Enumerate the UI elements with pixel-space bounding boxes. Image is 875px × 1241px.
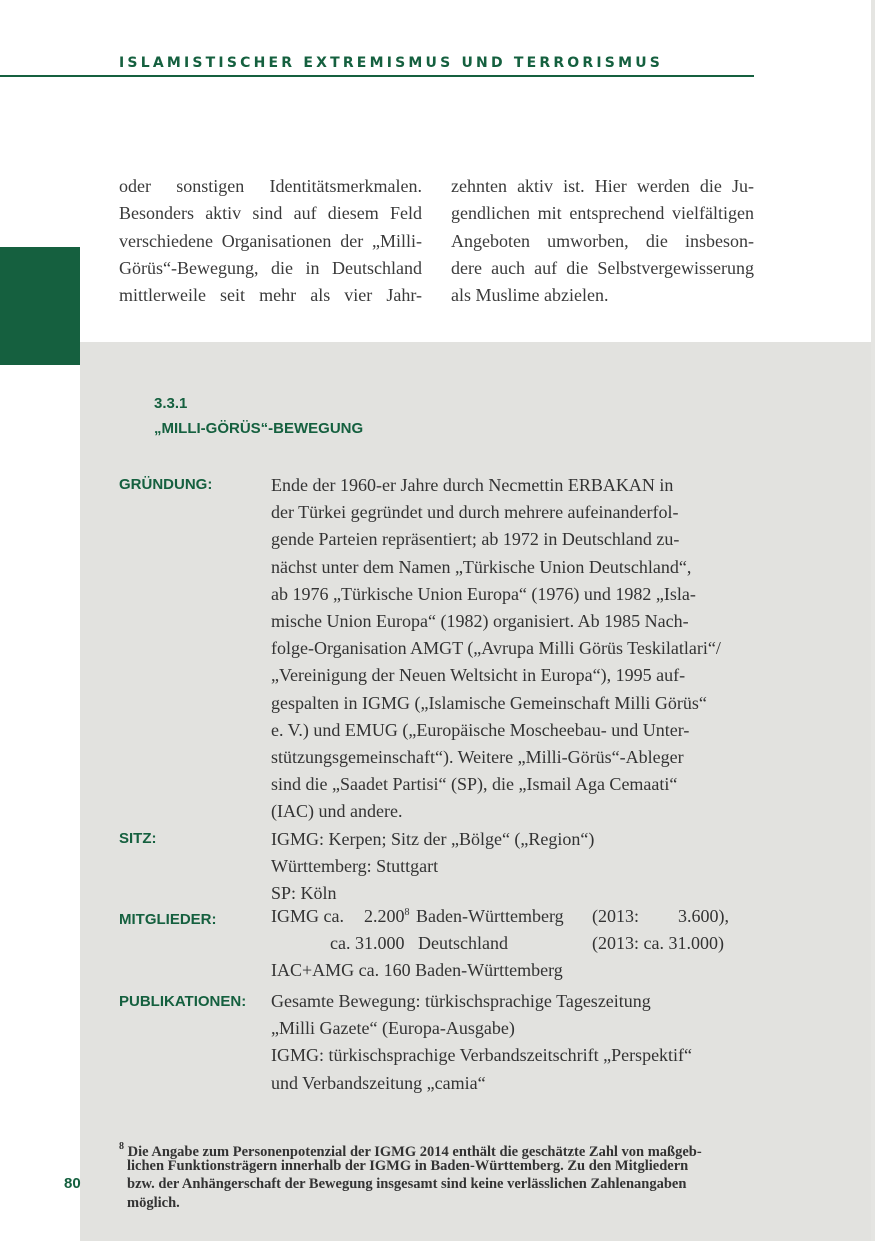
text-line: gende Parteien repräsentiert; ab 1972 in Deutschland zu- xyxy=(271,529,680,550)
text-line: als Muslime abzielen. xyxy=(451,285,609,306)
gruendung-label: GRÜNDUNG: xyxy=(119,476,213,493)
mitglieder-region: Baden-Württemberg xyxy=(416,906,564,926)
text-line: IGMG: türkischsprachige Verbandszeitschrift „Perspektif“ xyxy=(271,1045,693,1066)
text-line: SP: Köln xyxy=(271,883,337,904)
member-count: 2.200 xyxy=(364,906,405,926)
header-rule xyxy=(0,75,754,77)
mitglieder-org: IGMG ca. xyxy=(271,906,344,926)
text-line: stützungsgemeinschaft“). Weitere „Milli-Görüs“-Ableger xyxy=(271,746,684,767)
text-line: der Türkei gegründet und durch mehrere aufeinanderfol- xyxy=(271,502,679,523)
footnote-line xyxy=(119,1138,759,1160)
text-line: „Milli Gazete“ (Europa-Ausgabe) xyxy=(271,1018,515,1039)
text-line: e. V.) und EMUG („Europäische Moscheebau- und Unter- xyxy=(271,719,690,740)
footnote-line: bzw. der Anhängerschaft der Bewegung insgesamt sind keine verlässlichen Zahlenangaben xyxy=(127,1176,687,1192)
text-line: „Vereinigung der Neuen Weltsicht in Europa“), 1995 auf- xyxy=(271,665,686,686)
text-line: gespalten in IGMG („Islamische Gemeinschaft Milli Görüs“ xyxy=(271,692,707,713)
footnote-line: möglich. xyxy=(127,1194,180,1211)
footnote-ref: 8 xyxy=(404,907,410,918)
intro-column-right xyxy=(451,173,754,309)
mitglieder-prev-value: 3.600), xyxy=(678,906,729,926)
text-line: gendlichen mit entsprechend vielfältigen xyxy=(451,203,754,224)
mitglieder-count-de: ca. 31.000 xyxy=(330,933,405,953)
section-number: 3.3.1 xyxy=(154,395,188,412)
sitz-text xyxy=(271,826,594,908)
page-number: 80 xyxy=(64,1175,81,1192)
publikationen-label: PUBLIKATIONEN: xyxy=(119,993,247,1010)
sitz-label: SITZ: xyxy=(119,830,157,847)
publikationen-text xyxy=(271,988,692,1097)
page-edge xyxy=(871,0,875,1241)
text-line: Gesamte Bewegung: türkischsprachige Tageszeitung xyxy=(271,991,651,1011)
text-line: Besonders aktiv sind auf diesem Feld xyxy=(119,203,422,224)
text-line: (IAC) und andere. xyxy=(271,801,403,822)
text-line: mische Union Europa“ (1982) organisiert. Ab 1985 Nach- xyxy=(271,610,689,631)
intro-column-left xyxy=(119,173,422,309)
text-line: mittlerweile seit mehr als vier Jahr- xyxy=(119,285,422,306)
text-line: Württemberg: Stuttgart xyxy=(271,856,439,877)
text-line: zehnten aktiv ist. Hier werden die Ju- xyxy=(451,176,754,196)
chapter-marker xyxy=(0,247,80,365)
running-header: ISLAMISTISCHER EXTREMISMUS UND TERRORISMUS xyxy=(119,55,664,71)
footnote-line: lichen Funktionsträgern innerhalb der IGMG in Baden-Württemberg. Zu den Mitgliedern xyxy=(127,1157,689,1174)
footnote-text: Die Angabe zum Personenpotenzial der IGMG 2014 enthält die geschätzte Zahl von maßgeb- xyxy=(127,1144,702,1160)
text-line: und Verbandszeitung „camia“ xyxy=(271,1072,486,1093)
mitglieder-count xyxy=(364,906,410,927)
text-line: sind die „Saadet Partisi“ (SP), die „Ismail Aga Cemaati“ xyxy=(271,774,678,795)
mitglieder-iac: IAC+AMG ca. 160 Baden-Württemberg xyxy=(271,960,563,980)
footnote xyxy=(119,1138,759,1212)
text-line: nächst unter dem Namen „Türkische Union Deutschland“, xyxy=(271,556,692,577)
text-line: verschiedene Organisationen der „Milli- xyxy=(119,230,422,251)
text-line: folge-Organisation AMGT („Avrupa Milli Görüs Teskilatlari“/ xyxy=(271,638,721,659)
mitglieder-region-de: Deutschland xyxy=(418,933,508,953)
text-line: Angeboten umworben, die insbeson- xyxy=(451,230,754,251)
mitglieder-prev-de: (2013: ca. 31.000) xyxy=(592,933,724,953)
gruendung-text xyxy=(271,472,721,825)
mitglieder-label: MITGLIEDER: xyxy=(119,911,217,928)
text-line: IGMG: Kerpen; Sitz der „Bölge“ („Region“) xyxy=(271,829,595,849)
mitglieder-prev-label: (2013: xyxy=(592,906,639,926)
text-line: Görüs“-Bewegung, die in Deutschland xyxy=(119,257,422,278)
text-line: Ende der 1960-er Jahre durch Necmettin ERBAKAN in xyxy=(271,475,674,495)
text-line: ab 1976 „Türkische Union Europa“ (1976) und 1982 „Isla- xyxy=(271,583,696,604)
footnote-number: 8 xyxy=(119,1141,124,1152)
text-line: dere auch auf die Selbstvergewisserung xyxy=(451,257,754,278)
text-line: oder sonstigen Identitätsmerkmalen. xyxy=(119,176,422,196)
section-title: „MILLI-GÖRÜS“-BEWEGUNG xyxy=(154,420,364,437)
